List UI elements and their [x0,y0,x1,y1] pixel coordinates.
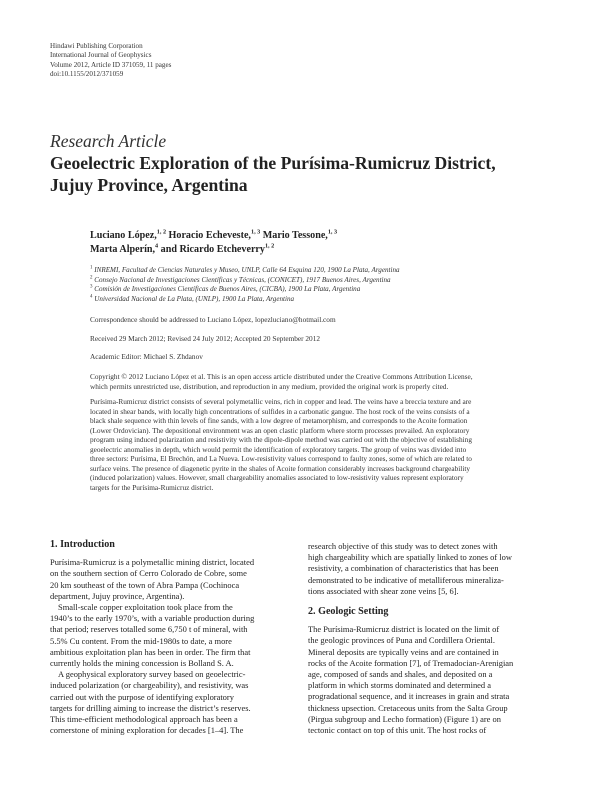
affiliation-text: Consejo Nacional de Investigaciones Científicas y Técnicas, (CONICET), 1917 Buenos Aires, Argentina [92,275,391,284]
abstract-line: Purísima-Rumicruz district consists of several polymetallic veins, rich in copper and lead. The veins have a breccia texture and are [90,397,472,406]
text-line: that period; reserves totalled some 6,750 t of mineral, with [50,624,248,635]
abstract-line: located in shear bands, with locally high concentrations of sulfides in a carbonatic gangue. The host rock of the veins consists of a [90,406,470,416]
abstract-line: (Lower Ordovician). The depositional environment was an open clastic platform where storm processes prevailed. An exploratory [90,425,470,435]
text-line: research objective of this study was to detect zones with [308,541,498,551]
text-line: 5.5% Cu content. From the mid-1980s to date, a more [50,635,232,646]
text-line: induced polarization (or chargeability), and resistivity, was [50,680,249,691]
text-line: 1940’s to the early 1970’s, with a variable production during [50,613,255,624]
title-line-2: Jujuy Province, Argentina [50,175,248,195]
text-line: progradational sequence, and it increases in grain and strata [308,691,510,702]
affiliation-number: 4 [90,294,93,300]
abstract [90,397,562,492]
geology-paragraph-1 [308,624,538,736]
affiliation-number: 1 [90,265,93,271]
text-line: cornerstone of mining exploration for decades [1–4]. The [50,725,244,736]
text-line: demonstrated to be indicative of metalliferous mineraliza- [308,574,504,585]
text-line: rocks of the Acoite formation [7], of Tremadocian-Arenigian [308,657,514,668]
correspondence[interactable]: Correspondence should be addressed to Luciano López, lopezluciano@hotmail.com [90,315,336,324]
text-line: Small-scale copper exploitation took place from the [58,602,233,613]
author-name[interactable]: Marta Alperín, [90,244,156,255]
text-line: Mineral deposits are typically veins and are contained in [308,646,499,657]
section-heading-geologic-setting: 2. Geologic Setting [308,606,389,618]
text-line: department, Jujuy province, Argentina). [50,590,185,601]
spacer [308,597,538,606]
text-line: age, composed of sands and shales, and deposited on a [308,669,493,680]
affiliation [90,295,400,305]
publisher-name: Hindawi Publishing Corporation [50,42,143,50]
intro-paragraph-continued [308,541,538,597]
left-column [50,539,280,736]
section-heading-introduction: 1. Introduction [50,539,115,550]
text-line: the geologic provinces of Puna and Cordillera Oriental. [308,635,495,646]
journal-name: International Journal of Geophysics [50,51,152,60]
abstract-line: black shale sequence with thin levels of fine sands, with a low degree of metamorphism, and corresponds to the Acoite formation [90,416,468,426]
text-line: carried out with the purpose of identifying exploratory [50,691,234,702]
text-line: (Pirgua subgroup and Lecho formation) (Figure 1) are on [308,713,501,724]
abstract-line: (induced polarization) values. However, small chargeability anomalies associated to low-resistivity values represent exploratory [90,473,464,483]
affiliation-number: 3 [90,284,93,290]
text-line: tions associated with shear zone veins [5, 6]. [308,585,459,596]
journal-header [50,42,171,80]
text-line: platform in which storms dominated and determined a [308,680,492,691]
author-name[interactable]: Mario Tessone, [260,230,328,241]
abstract-line: surface veins. The presence of diagenetic pyrite in the shales of Acoite formation considerably increases background chargeability [90,463,471,473]
text-line: on the southern section of Cerro Colorado de Cobre, some [50,568,247,579]
author-line-1 [90,229,337,243]
text-line: targets for drilling aiming to increase the district’s reserves. [50,702,251,713]
author-name[interactable]: Horacio Echeveste, [166,230,251,241]
affiliation-text: Comisión de Investigaciones Científicas de Buenos Aires, (CICBA), 1900 La Plata, Argentina [92,285,361,294]
affiliation-marker: 1, 2 [264,242,275,250]
affiliation-marker: 1, 3 [250,228,261,236]
abstract-line: geoelectric anomalies in depth, which would permit the identification of exploratory targets. The group of veins was divided into [90,444,467,454]
text-line: The Purísima-Rumicruz district is located on the limit of [308,624,500,635]
doi[interactable]: doi:10.1155/2012/371059 [50,70,124,79]
copyright-notice [90,372,473,391]
text-line: ambitious exploitation plan has been in order. The firm that [50,646,251,657]
affiliation [90,266,400,276]
affiliation-number: 2 [90,275,93,281]
affiliation [90,276,400,286]
abstract-line: three sectors: Purísima, El Brechón, and La Nueva. Low-resistivity values correspond to faulty zones, some of which are related to [90,454,472,464]
text-line: resistivity, a combination of characteristics that has been [308,563,499,574]
author-list [90,229,337,257]
affiliation-marker: 1, 3 [327,228,338,236]
affiliation-marker: 4 [155,242,159,250]
submission-dates: Received 29 March 2012; Revised 24 July 2012; Accepted 20 September 2012 [90,334,321,343]
author-line-2 [90,243,337,257]
volume-info: Volume 2012, Article ID 371059, 11 pages [50,60,172,69]
text-line: high chargeability which are spatially linked to zones of low [308,552,512,563]
affiliation [90,285,400,295]
text-line: This time-efficient methodological approach has been a [50,714,238,725]
author-name[interactable]: Luciano López, [90,230,157,241]
intro-paragraph-3 [50,669,280,736]
text-line: 20 km southeast of the town of Abra Pampa (Cochinoca [50,579,240,590]
academic-editor: Academic Editor: Michael S. Zhdanov [90,352,203,361]
abstract-line: program using induced polarization and resistivity with the dipole-dipole method was carried out with the objective of establishing [90,435,472,445]
article-type: Research Article [50,131,167,151]
affiliation-text: Universidad Nacional de La Plata, (UNLP), 1900 La Plata, Argentina [92,294,295,303]
right-column [308,541,538,736]
paper-title [50,152,560,196]
intro-paragraph-2 [50,602,280,669]
title-line-1: Geoelectric Exploration of the Purísima-Rumicruz District, [50,153,496,173]
author-name[interactable]: and Ricardo Etcheverry [158,244,265,255]
text-line: Purísima-Rumicruz is a polymetallic mining district, located [50,557,255,568]
intro-paragraph-1 [50,557,280,602]
text-line: thickness upsection. Cretaceous units from the Salta Group [308,702,508,713]
text-line: tectonic contact on top of this unit. The host rocks of [308,725,487,736]
abstract-line: targets for the Purísima-Rumicruz district. [90,482,214,492]
affiliation-marker: 1, 2 [156,228,167,236]
text-line: currently holds the mining concession is Bolland S. A. [50,658,234,669]
text-line: A geophysical exploratory survey based on geoelectric- [58,669,246,680]
affiliation-text: INREMI, Facultad de Ciencias Naturales y Museo, UNLP, Calle 64 Esquina 120, 1900 La Plata, Argentina [92,266,400,274]
affiliation-list [90,266,400,304]
copyright-line: which permits unrestricted use, distribution, and reproduction in any medium, provided the original work is properly cited. [90,381,449,391]
copyright-line: Copyright © 2012 Luciano López et al. This is an open access article distributed under the Creative Commons Attribution License, [90,372,473,381]
